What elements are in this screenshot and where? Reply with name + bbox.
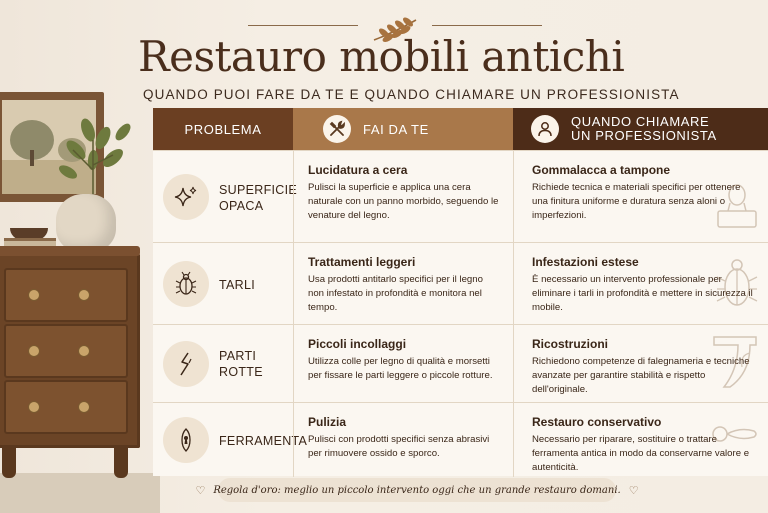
diy-text: Pulisci con prodotti specifici senza abrasivi per rimuovere ossido e sporco. (308, 434, 490, 459)
column-header-fai-da-te: FAI DA TE (293, 108, 513, 150)
tools-icon (323, 115, 351, 143)
table-row (153, 242, 768, 325)
diy-title: Pulizia (308, 415, 347, 429)
plant-icon (48, 110, 138, 200)
table-row (153, 150, 768, 243)
heart-icon: ♡ (195, 483, 206, 497)
beetle-icon (163, 261, 209, 307)
table-header (153, 108, 768, 150)
corbel-icon (710, 333, 760, 391)
handle-icon (710, 417, 760, 451)
diy-text: Usa prodotti antitarlo specifici per il legno non infestato in profondità e monitora nel tempo. (308, 274, 483, 313)
user-icon (531, 115, 559, 143)
pro-text: Necessario per riparare, sostituire o trattare ferramenta antica in modo da conservarne valore e autenticità. (532, 434, 750, 473)
pro-title: Gommalacca a tampone (532, 163, 671, 177)
pro-text: Richiede tecnica e materiali specifici per ottenere una finitura uniforme e duratura senza aloni o imperfezioni. (532, 182, 741, 221)
golden-rule-text: Regola d'oro: meglio un piccolo intervento oggi che un grande restauro domani. (213, 484, 621, 496)
golden-rule-banner (195, 478, 639, 502)
beetle-illustration-icon (714, 253, 760, 313)
pro-title: Restauro conservativo (532, 415, 662, 429)
pro-text: È necessario un intervento professionale per eliminare i tarli in profondità e mettere in sicurezza il mobile. (532, 274, 753, 313)
problem-label: TARLI (219, 278, 255, 292)
diy-text: Pulisci la superficie e applica una cera naturale con un panno morbido, seguendo le venature del legno. (308, 182, 499, 221)
problem-label: FERRAMENTA (219, 434, 308, 448)
page-subtitle: QUANDO PUOI FARE DA TE E QUANDO CHIAMARE UN PROFESSIONISTA (143, 87, 680, 102)
table-row (153, 324, 768, 403)
comparison-table (153, 108, 768, 476)
crack-icon (163, 341, 209, 387)
column-header-problema: PROBLEMA (153, 108, 293, 150)
diy-title: Trattamenti leggeri (308, 255, 416, 269)
page-title: Restauro mobili antichi (138, 32, 625, 81)
problem-label: PARTI ROTTE (219, 349, 263, 379)
vase (56, 194, 116, 252)
table-row (153, 402, 768, 477)
problem-label: SUPERFICIE OPACA (219, 183, 298, 213)
sparkle-icon (163, 174, 209, 220)
column-header-professionista: QUANDO CHIAMARE UN PROFESSIONISTA (513, 108, 768, 150)
tampon-icon (714, 181, 760, 231)
diy-text: Utilizza colle per legno di qualità e morsetti per fissare le parti leggere o piccole rotture. (308, 356, 493, 381)
keyhole-icon (163, 417, 209, 463)
decorative-furniture-scene (0, 0, 160, 513)
antique-dresser (0, 252, 140, 448)
diy-title: Lucidatura a cera (308, 163, 408, 177)
heart-icon: ♡ (628, 483, 639, 497)
pro-title: Infestazioni estese (532, 255, 639, 269)
diy-title: Piccoli incollaggi (308, 337, 407, 351)
pro-title: Ricostruzioni (532, 337, 609, 351)
pro-text: Richiedono competenze di falegnameria e tecniche avanzate per garantire stabilità e rispetto dell'originale. (532, 356, 750, 395)
